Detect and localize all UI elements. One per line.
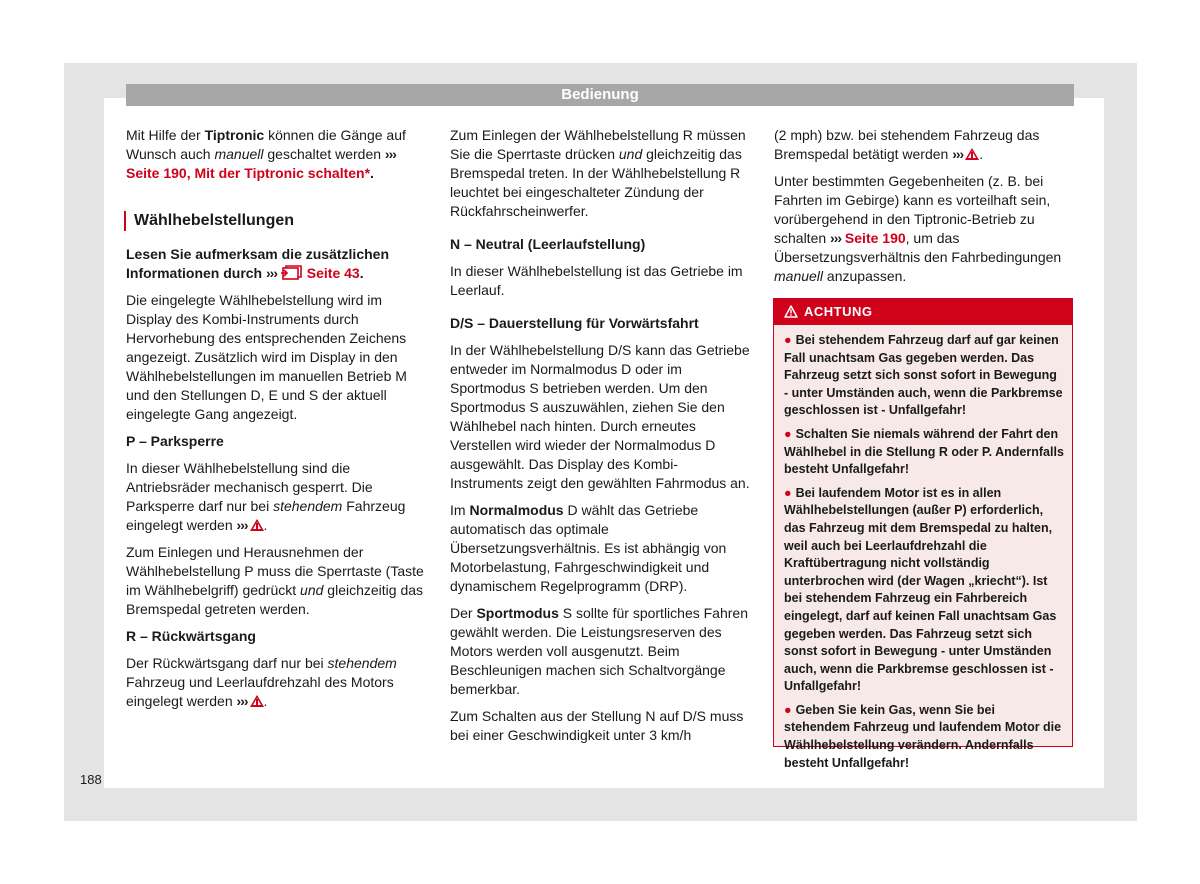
section-title: Wählhebelstellungen (124, 211, 426, 231)
neutral-paragraph: In dieser Wählhebelstellung ist das Getriebe im Leerlauf. (450, 263, 743, 298)
warning-body (774, 325, 1072, 784)
parksperre-paragraph: In dieser Wählhebelstellung sind die Antriebsräder mechanisch gesperrt. Die Parksperre darf nur bei stehendem Fahrzeug eingelegt werden ››› . (126, 460, 406, 533)
warning-item: ● Bei laufendem Motor ist es in allen Wählhebelstellungen (außer P) erforderlich, das Fahrzeug mit dem Bremspedal zu halten, weil auch bei Leerlaufdrehzahl die Kraftübertragung nicht vollständig unterbrochen wird (der Wagen „kriecht“). Ist bei stehendem Fahrzeug ein Fahrbereich eingelegt, darf auf keinen Fall unachtsam Gas gegeben werden. Das Fahrzeug setzt sich sonst sofort in Bewegung - unter Umständen auch, wenn die Parkbremse geschlossen ist - Unfallgefahr! (784, 485, 1057, 694)
column-middle (450, 126, 750, 753)
book-reference-icon (281, 265, 303, 281)
warning-item: ● Geben Sie kein Gas, wenn Sie bei stehendem Fahrzeug und laufendem Motor die Wählhebelstellung verändern. Andernfalls besteht Unfallgefahr! (784, 702, 1062, 770)
sperrtaste-paragraph: Zum Einlegen und Herausnehmen der Wählhebelstellung P muss die Sperrtaste (Taste im Wählhebelgriff) gedrückt und gleichzeitig das Bremspedal getreten werden. (126, 544, 424, 617)
ds-paragraph: In der Wählhebelstellung D/S kann das Getriebe entweder im Normalmodus D oder im Sportmodus S betrieben werden. Um den Sportmodus S auszuwählen, ziehen Sie den Wählhebel nach hinten. Durch erneutes Verstellen wird wieder der Normalmodus D ausgewählt. Das Display des Kombi-Instruments zeigt den gewählten Fahrmodus an. (450, 342, 750, 491)
heading-p-parksperre: P – Parksperre (126, 433, 224, 449)
rueckwaertsgang-paragraph: Der Rückwärtsgang darf nur bei stehendem Fahrzeug und Leerlaufdrehzahl des Motors eingelegt werden ››› . (126, 655, 397, 709)
mph-paragraph: (2 mph) bzw. bei stehendem Fahrzeug das Bremspedal betätigt werden ››› . (774, 127, 1040, 162)
heading-ds: D/S – Dauerstellung für Vorwärtsfahrt (450, 315, 699, 331)
warning-triangle-icon (965, 148, 979, 160)
link-page-43[interactable]: Seite 43 (302, 265, 360, 281)
sportmodus-paragraph: Der Sportmodus S sollte für sportliches Fahren gewählt werden. Die Leistungsreserven des Motors werden voll ausgenutzt. Beim Beschleunigen machen sich Schaltvorgänge bemerkbar. (450, 605, 748, 697)
lead-notice: Lesen Sie aufmerksam die zusätzlichen Informationen durch ››› Seite 43. (126, 246, 389, 281)
display-paragraph: Die eingelegte Wählhebelstellung wird im Display des Kombi-Instruments durch Hervorhebung des entsprechenden Zeichens angezeigt. Zusätzlich wird im Display in den Wählhebelstellungen im manuellen Betrieb M und den Stellungen D, E und S der aktuell eingelegte Gang angezeigt. (126, 292, 407, 422)
warning-header (774, 299, 1072, 325)
tiptronic-paragraph: Unter bestimmten Gegebenheiten (z. B. bei Fahrten im Gebirge) kann es vorteilhaft sein, vorübergehend in den Tiptronic-Betrieb zu schalten ››› Seite 190, um das Übersetzungsverhältnis den Fahrbedingungen manuell anzupassen. (774, 173, 1062, 284)
warning-box (773, 298, 1073, 770)
heading-n-neutral: N – Neutral (Leerlaufstellung) (450, 236, 646, 252)
normalmodus-paragraph: Im Normalmodus D wählt das Getriebe automatisch das optimale Übersetzungsverhältnis. Es ist abhängig von Motorbelastung, Fahrgeschwindigkeit und dynamischem Regelprogramm (DRP). (450, 502, 727, 594)
r-einlegen-paragraph: Zum Einlegen der Wählhebelstellung R müssen Sie die Sperrtaste drücken und gleichzeitig das Bremspedal treten. In der Wählhebelstellung R leuchtet bei eingeschalteter Zündung der Rückfahrscheinwerfer. (450, 127, 746, 219)
warning-item: ● Schalten Sie niemals während der Fahrt den Wählhebel in die Stellung R oder P. Andernfalls besteht Unfallgefahr! (784, 426, 1064, 477)
column-right (774, 126, 1074, 294)
link-page-190[interactable]: Seite 190 (841, 230, 906, 246)
heading-r-rueckwaertsgang: R – Rückwärtsgang (126, 628, 256, 644)
chapter-header: Bedienung (126, 84, 1074, 106)
page-number: 188 (80, 772, 102, 787)
intro-paragraph: Mit Hilfe der Tiptronic können die Gänge auf Wunsch auch manuell geschaltet werden ››› Seite 190, Mit der Tiptronic schalten*. (126, 127, 406, 181)
warning-item: ● Bei stehendem Fahrzeug darf auf gar keinen Fall unachtsam Gas gegeben werden. Das Fahrzeug setzt sich sonst sofort in Bewegung - unter Umständen auch, wenn die Parkbremse geschlossen ist - Unfallgefahr! (784, 333, 1063, 418)
warning-title: ACHTUNG (804, 304, 873, 319)
warning-triangle-icon (784, 305, 798, 318)
warning-triangle-icon (250, 519, 264, 531)
warning-triangle-icon (250, 695, 264, 707)
column-left (126, 126, 426, 719)
schalten-paragraph: Zum Schalten aus der Stellung N auf D/S muss bei einer Geschwindigkeit unter 3 km/h (450, 708, 744, 743)
link-tiptronic-page[interactable]: Seite 190, Mit der Tiptronic schalten* (126, 165, 371, 181)
